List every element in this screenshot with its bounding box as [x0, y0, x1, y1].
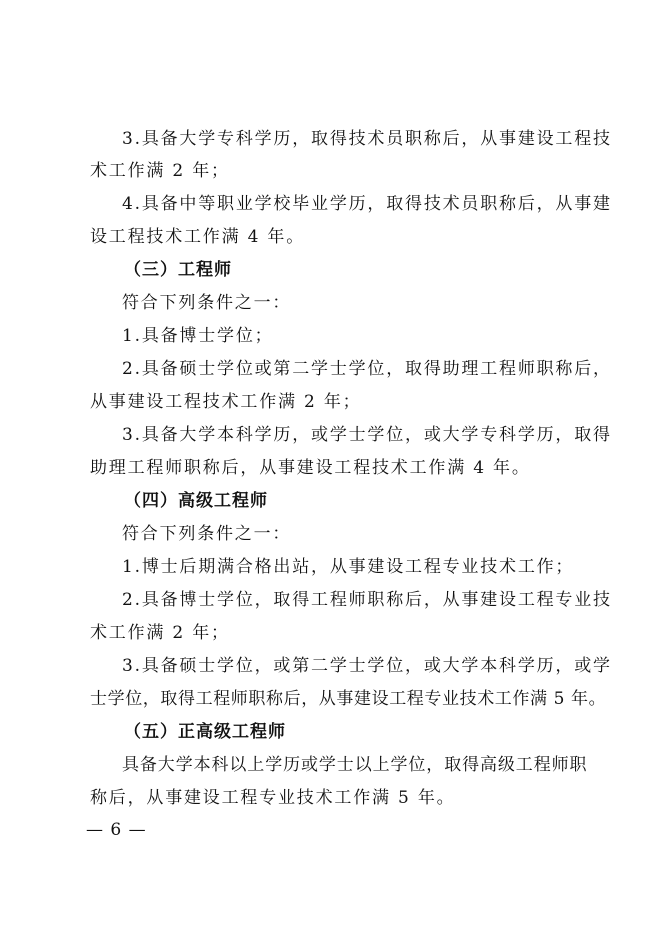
paragraph-line: 助理工程师职称后，从事建设工程技术工作满 4 年。	[90, 458, 531, 478]
paragraph-line: 符合下列条件之一：	[122, 293, 292, 313]
section-heading-senior-engineer: （四）高级工程师	[124, 491, 268, 511]
paragraph-line: 具备大学本科以上学历或学士以上学位，取得高级工程师职	[122, 755, 588, 775]
paragraph-line: 从事建设工程技术工作满 2 年；	[90, 392, 362, 412]
paragraph-line: 士学位，取得工程师职称后，从事建设工程专业技术工作满 5 年。	[90, 689, 607, 709]
paragraph-line: 1.具备博士学位；	[122, 326, 274, 346]
paragraph-line: 3.具备大学专科学历，取得技术员职称后，从事建设工程技	[122, 129, 612, 149]
paragraph-line: 符合下列条件之一：	[122, 524, 292, 544]
paragraph-line: 4.具备中等职业学校毕业学历，取得技术员职称后，从事建	[122, 194, 612, 214]
paragraph-line: 设工程技术工作满 4 年。	[90, 227, 306, 247]
paragraph-line: 2.具备博士学位，取得工程师职称后，从事建设工程专业技	[122, 590, 612, 610]
paragraph-line: 3.具备硕士学位，或第二学士学位，或大学本科学历，或学	[122, 656, 612, 676]
paragraph-line: 术工作满 2 年；	[90, 161, 230, 181]
paragraph-line: 1.博士后期满合格出站，从事建设工程专业技术工作；	[122, 557, 575, 577]
paragraph-line: 术工作满 2 年；	[90, 623, 230, 643]
paragraph-line: 3.具备大学本科学历，或学士学位，或大学专科学历，取得	[122, 425, 612, 445]
section-heading-professor-engineer: （五）正高级工程师	[124, 722, 286, 742]
paragraph-line: 称后，从事建设工程专业技术工作满 5 年。	[90, 788, 456, 808]
paragraph-line: 2.具备硕士学位或第二学士学位，取得助理工程师职称后，	[122, 359, 612, 379]
section-heading-engineer: （三）工程师	[124, 260, 232, 280]
page-number: — 6 —	[86, 820, 147, 840]
